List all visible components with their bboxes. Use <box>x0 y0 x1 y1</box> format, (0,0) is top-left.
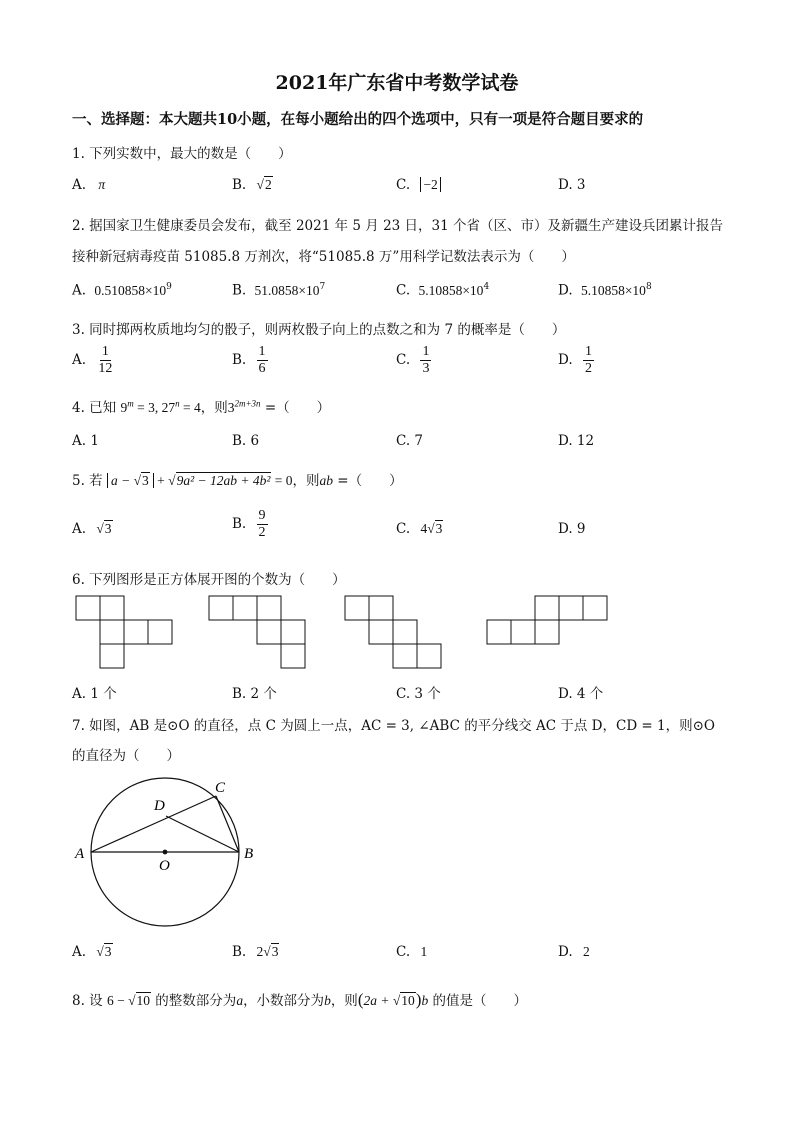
q3-option-c[interactable]: C. $\frac{1}{3}$ <box>396 344 430 376</box>
q1-stem: 1. 下列实数中，最大的数是（ ） <box>72 146 292 162</box>
q4-option-a[interactable]: A. 1 <box>72 433 99 449</box>
q6-figures <box>70 592 630 672</box>
q1-option-d[interactable]: D. 3 <box>558 177 586 193</box>
q5-option-d[interactable]: D. 9 <box>558 521 586 537</box>
q5-option-a[interactable]: A. √3 <box>72 521 112 537</box>
q7-option-b[interactable]: B. 2√3 <box>232 944 279 960</box>
q3-stem: 3. 同时掷两枚质地均匀的骰子，则两枚骰子向上的点数之和为 7 的概率是（ ） <box>72 322 566 338</box>
label-o: O <box>159 858 170 874</box>
net-figure-d <box>487 596 607 644</box>
net-figure-c <box>345 596 441 668</box>
bisector-bd <box>166 816 239 852</box>
q1-option-b[interactable]: B. √2 <box>232 177 272 193</box>
q2-option-b[interactable]: B. $51.0858\times 10^7$ <box>232 282 326 299</box>
q7-option-a[interactable]: A. √3 <box>72 944 112 960</box>
q7-stem-line2: 的直径为（ ） <box>72 748 180 764</box>
page-title: 2021年广东省中考数学试卷 <box>275 72 519 94</box>
q3-option-a[interactable]: A. $\frac{1}{12}$ <box>72 344 113 376</box>
q7-circle-diagram <box>70 774 270 932</box>
q8-stem: 8. 设 6 − √10 的整数部分为a，小数部分为b，则(2a + √10)b 的值是（ ） <box>72 990 527 1009</box>
q4-stem: 4. 已知 $9^m = 3$, $27^n = 4$，则$3^{2m+3n}$ =（ ） <box>72 398 331 416</box>
q6-option-c[interactable]: C. 3 个 <box>396 686 441 702</box>
q5-option-c[interactable]: C. 4√3 <box>396 521 443 537</box>
net-figure-b <box>209 596 305 668</box>
q5-stem: 5. 若 a − √3 + √9a² − 12ab + 4b² = 0，则ab =（ ） <box>72 473 403 489</box>
q2-option-c[interactable]: C. $5.10858\times 10^4$ <box>396 282 490 299</box>
q2-stem-line2: 接种新冠病毒疫苗 51085.8 万剂次，将“51085.8 万”用科学记数法表示为（ ） <box>72 249 575 265</box>
q3-option-b[interactable]: B. $\frac{1}{6}$ <box>232 344 266 376</box>
q4-option-b[interactable]: B. 6 <box>232 433 260 449</box>
q7-option-c[interactable]: C. 1 <box>396 944 428 960</box>
q2-option-d[interactable]: D. $5.10858\times 10^8$ <box>558 282 652 299</box>
q5-option-b[interactable]: B. $\frac{9}{2}$ <box>232 508 266 540</box>
q4-option-c[interactable]: C. 7 <box>396 433 424 449</box>
label-d: D <box>154 798 165 814</box>
q1-option-a[interactable]: A. π <box>72 177 106 193</box>
label-a: A <box>75 846 85 862</box>
q7-option-d[interactable]: D. 2 <box>558 944 590 960</box>
chord-cb <box>216 796 239 852</box>
q4-option-d[interactable]: D. 12 <box>558 433 595 449</box>
q2-stem-line1: 2. 据国家卫生健康委员会发布，截至 2021 年 5 月 23 日，31 个省（区、市）及新疆生产建设兵团累计报告 <box>72 218 724 234</box>
q2-option-a[interactable]: A. $0.510858\times 10^9$ <box>72 282 172 299</box>
q6-option-d[interactable]: D. 4 个 <box>558 686 604 702</box>
q1-option-c[interactable]: C. −2 <box>396 177 441 193</box>
q6-option-a[interactable]: A. 1 个 <box>72 686 117 702</box>
q7-stem-line1: 7. 如图，AB 是⊙O 的直径，点 C 为圆上一点，AC = 3, ∠ABC 的平分线交 AC 于点 D，CD = 1，则⊙O <box>72 718 716 734</box>
label-b: B <box>244 846 254 862</box>
net-figure-a <box>76 596 172 668</box>
label-c: C <box>215 780 226 796</box>
center-point-o <box>163 850 168 855</box>
q6-option-b[interactable]: B. 2 个 <box>232 686 277 702</box>
q3-option-d[interactable]: D. $\frac{1}{2}$ <box>558 344 592 376</box>
section-heading: 一、选择题：本大题共10小题，在每小题给出的四个选项中，只有一项是符合题目要求的 <box>72 111 644 128</box>
q6-stem: 6. 下列图形是正方体展开图的个数为（ ） <box>72 572 346 588</box>
